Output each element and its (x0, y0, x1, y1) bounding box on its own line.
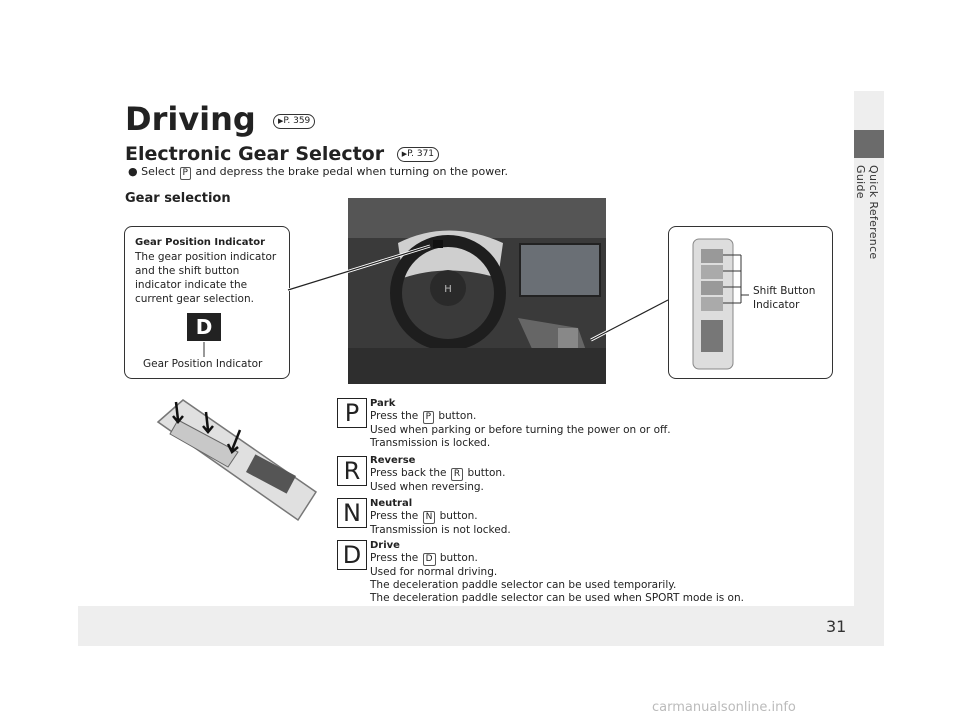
gear-line-2: Used when reversing. (370, 481, 484, 493)
section-ref-text: P. 371 (407, 149, 435, 159)
gear-line-3: Transmission is locked. (370, 437, 491, 449)
arrow-right-icon: ▶ (401, 150, 408, 158)
bullet-dot-icon: ● (128, 165, 138, 178)
label-line-2: Indicator (753, 299, 800, 311)
gear-name: Reverse (370, 455, 416, 466)
callout-description: The gear position indicator and the shift button indicator indicate the current gear selection. (135, 251, 277, 305)
bullet-post-text: and depress the brake pedal when turning on the power. (195, 165, 509, 178)
page-ref-text: P. 359 (283, 115, 311, 126)
gear-line-2: Transmission is not locked. (370, 524, 511, 536)
gear-line-3: The deceleration paddle selector can be used temporarily. (370, 579, 677, 591)
gear-line-1: Press back the R button. (370, 467, 506, 479)
gear-key: R (451, 468, 463, 481)
gear-line-1: Press the D button. (370, 552, 478, 564)
callout-bottom-label: Gear Position Indicator (143, 358, 263, 370)
gear-letter-r: R (337, 456, 367, 486)
gear-letter-n: N (337, 498, 367, 528)
gear-name: Drive (370, 540, 400, 551)
callout-title: Gear Position Indicator (135, 237, 266, 248)
gear-description-neutral (370, 497, 511, 537)
gear-key: P (423, 411, 434, 424)
p-button-key: P (180, 167, 191, 180)
label-line-1: Shift Button (753, 285, 816, 297)
gear-description-drive (370, 539, 744, 605)
section-title-text: Electronic Gear Selector (125, 143, 385, 165)
gear-line-1: Press the P button. (370, 410, 477, 422)
gear-letter-d: D (337, 540, 367, 570)
shift-button-indicator-label (753, 284, 815, 312)
shift-button-indicator-callout (668, 226, 833, 379)
bullet-pre-text: Select (141, 165, 176, 178)
gear-name: Park (370, 398, 396, 409)
gear-letter-p: P (337, 398, 367, 428)
gear-selection-heading: Gear selection (125, 191, 231, 206)
gear-key: N (423, 511, 436, 524)
arrow-right-icon: ▶ (277, 116, 284, 125)
gear-key: D (423, 553, 436, 566)
gear-name: Neutral (370, 498, 413, 509)
sidebar-section-label: Quick Reference Guide (854, 165, 880, 260)
watermark: carmanualsonline.info (652, 700, 796, 715)
gear-line-2: Used when parking or before turning the power on or off. (370, 424, 671, 436)
gear-line-1: Press the N button. (370, 510, 478, 522)
gear-description-reverse (370, 454, 505, 494)
gear-description-park (370, 397, 671, 450)
shifter-illustration (148, 392, 318, 522)
page-title-text: Driving (125, 100, 256, 138)
page-number: 31 (826, 617, 847, 636)
gear-line-2: Used for normal driving. (370, 566, 498, 578)
svg-text:H: H (444, 284, 452, 295)
gear-position-display: D (187, 313, 221, 341)
gear-line-4: The deceleration paddle selector can be used when SPORT mode is on. (370, 592, 744, 604)
shift-panel-illustration (689, 235, 749, 373)
